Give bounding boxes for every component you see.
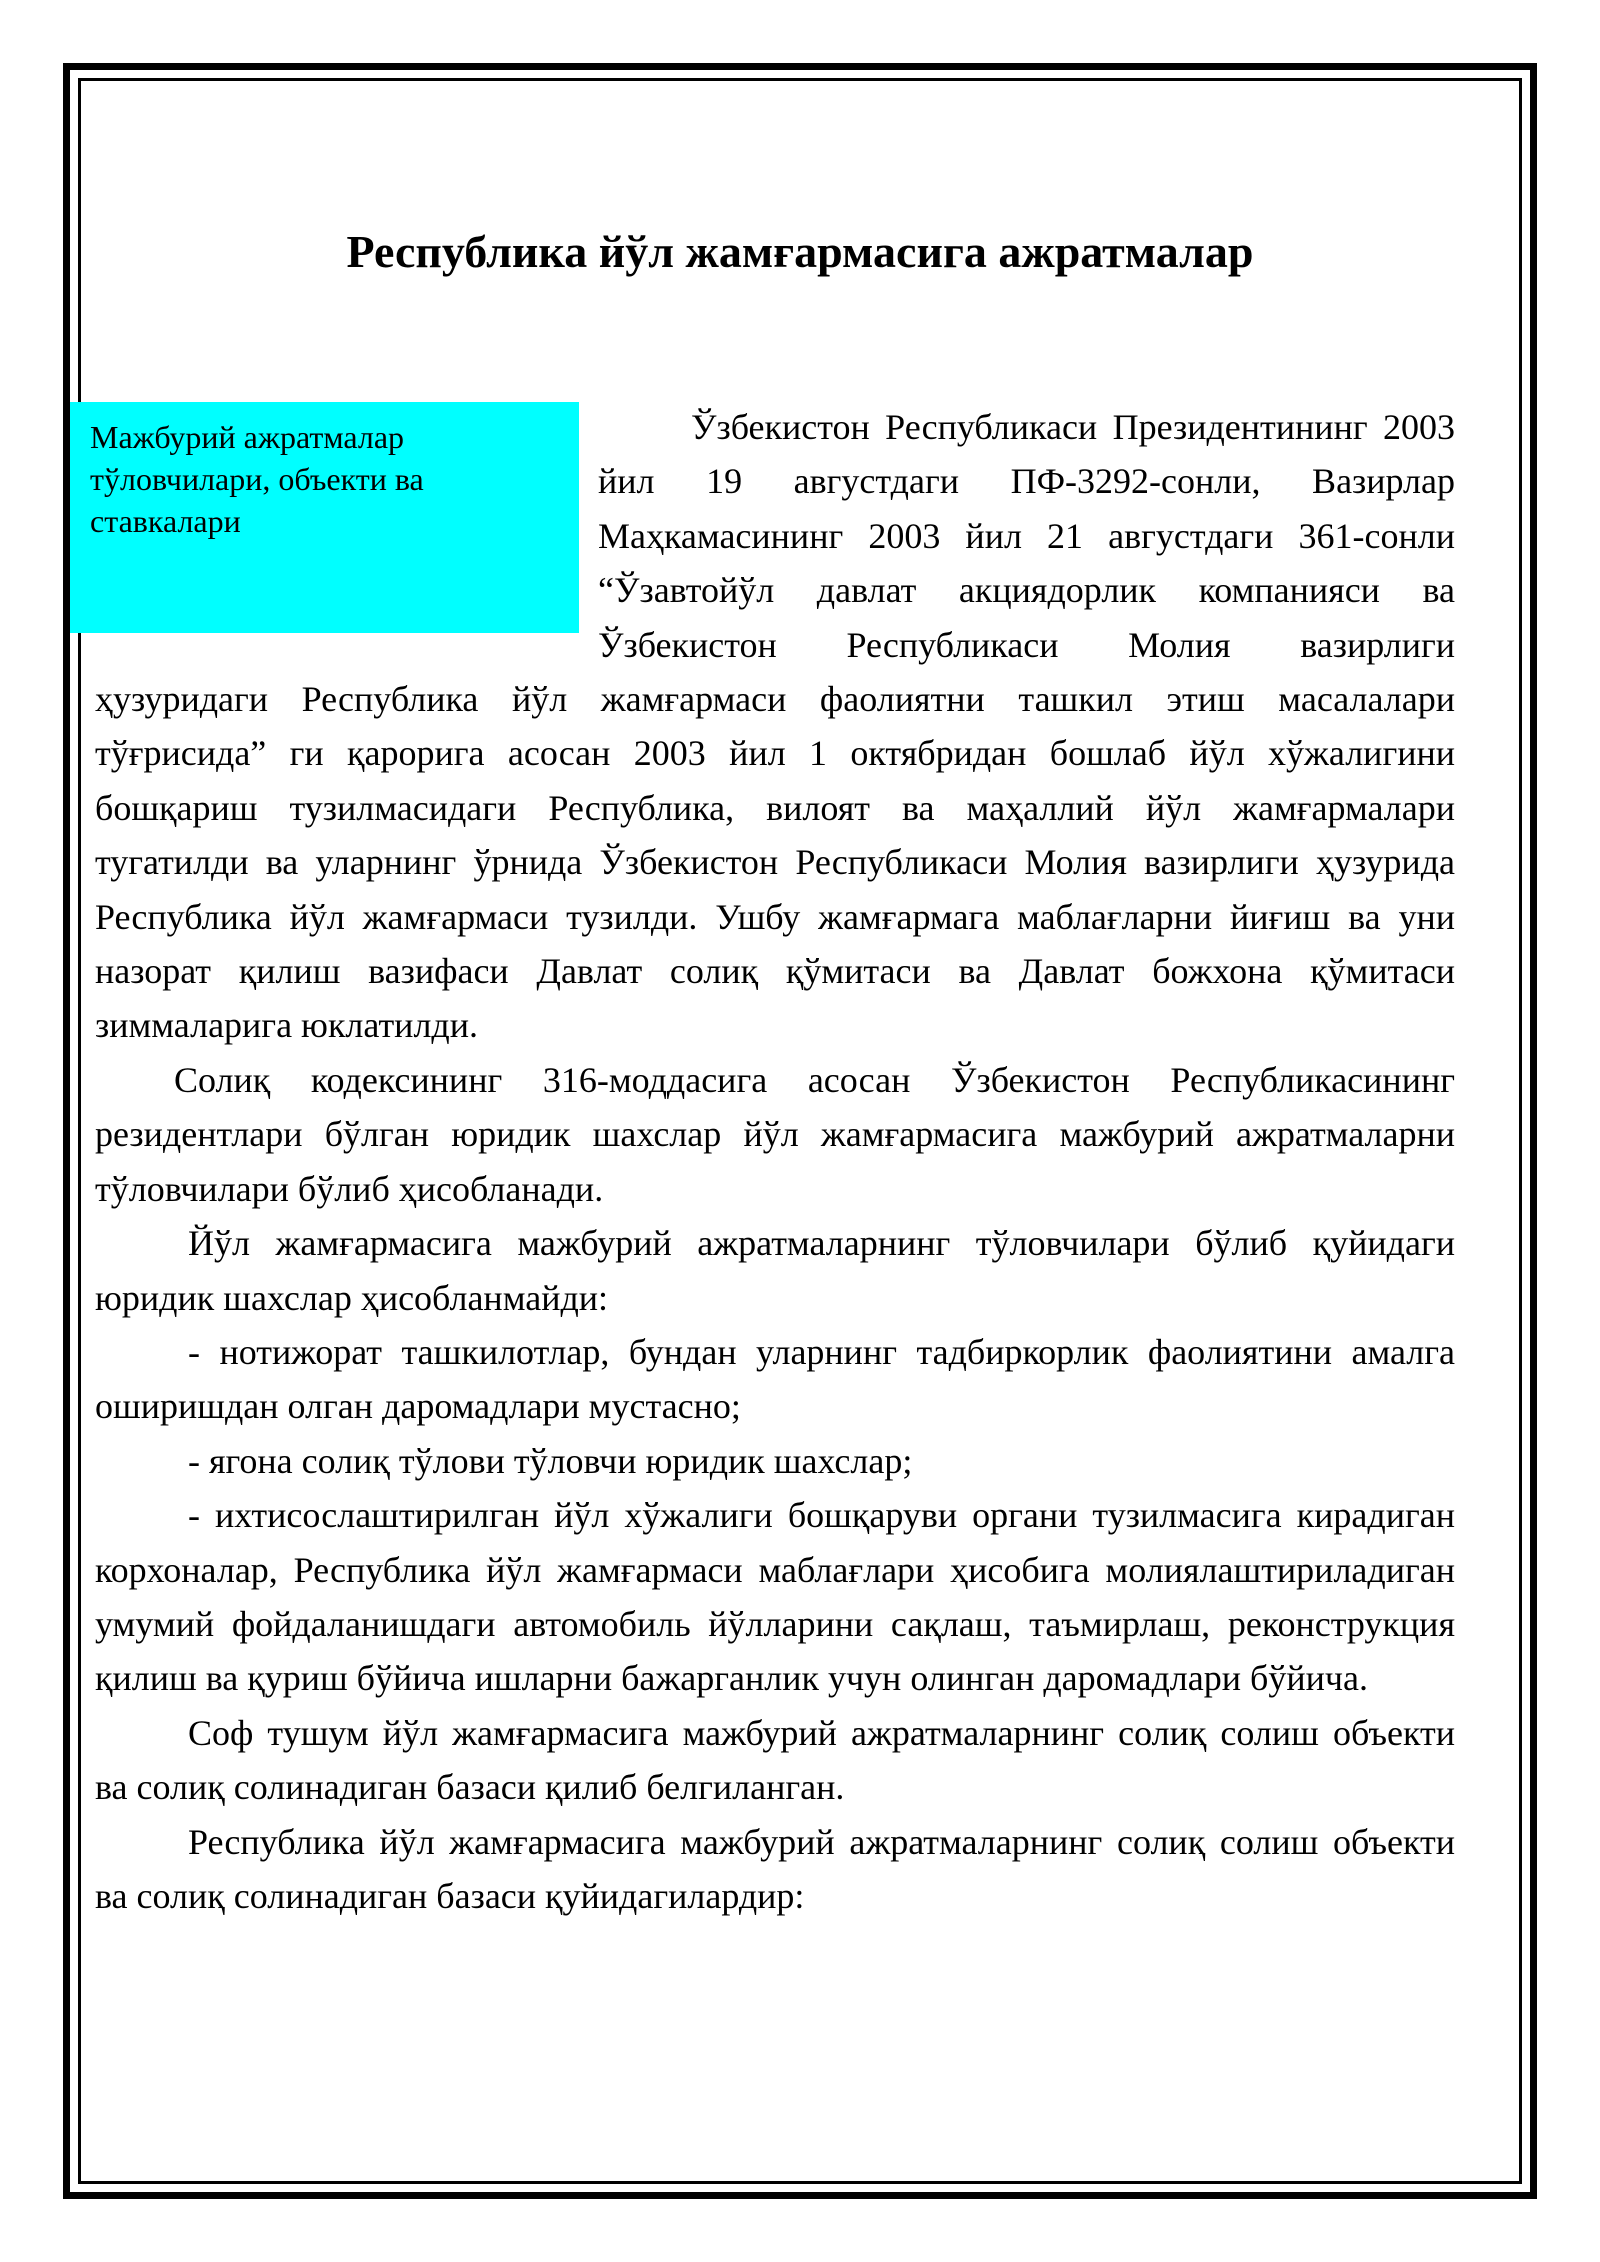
paragraph-exemptions: Йўл жамғармасига мажбурий ажратмаларнинг тўловчилари бўлиб қуйидаги юридик шахслар ҳисобланмайди:	[95, 1223, 1455, 1318]
list-item-road-enterprises: - ихтисослаштирилган йўл хўжалиги бошқаруви органи тузилмасига кирадиган корхоналар, Республика йўл жамғармаси маблағлари ҳисобига молиялаштириладиган умумий фойдаланишдаги автомобиль йўлларини сақлаш, таъмирлаш, реконструкция қилиш ва қуриш бўйича ишларни бажарганлик учун олинган даромадлари бўйича.	[95, 1495, 1455, 1699]
paragraph-intro: Ўзбекистон Республикаси Президентининг 2003 йил 19 августдаги ПФ-3292-сонли, Вазирлар Маҳкамасининг 2003 йил 21 августдаги 361-сонли “Ўзавтойўл давлат акциядорлик компанияси ва Ўзбекистон Республикаси Молия вазирлиги ҳузуридаги Республика йўл жамғармаси фаолиятни ташкил этиш масалалари тўғрисида” ги қарорига асосан 2003 йил 1 октябридан бошлаб йўл хўжалигини бошқариш тузилмасидаги Республика, вилоят ва маҳаллий йўл жамғармалари тугатилди ва уларнинг ўрнида Ўзбекистон Республикаси Молия вазирлиги ҳузурида Республика йўл жамғармаси тузилди. Ушбу жамғармага маблағларни йиғиш ва уни назорат қилиш вазифаси Давлат солиқ қўмитаси ва Давлат божхона қўмитаси зиммаларига юклатилди.	[95, 407, 1455, 1046]
list-item-single-tax: - ягона солиқ тўлови тўловчи юридик шахслар;	[188, 1440, 913, 1481]
paragraph-tax-base: Республика йўл жамғармасига мажбурий ажратмаларнинг солиқ солиш объекти ва солиқ солинадиган базаси қуйидагилардир:	[95, 1821, 1455, 1916]
document-title: Республика йўл жамғармасига ажратмалар	[346, 226, 1254, 277]
callout-box: Мажбурий ажратмалар тўловчилари, объекти ва ставкалари	[70, 402, 579, 633]
callout-spacer	[95, 400, 598, 672]
paragraph-tax-code: Солиқ кодексининг 316-моддасига асосан Ўзбекистон Республикасининг резидентлари бўлган юридик шахслар йўл жамғармасига мажбурий ажратмаларни тўловчилари бўлиб ҳисобланади.	[95, 1059, 1455, 1209]
paragraph-net-revenue: Соф тушум йўл жамғармасига мажбурий ажратмаларнинг солиқ солиш объекти ва солиқ солинадиган базаси қилиб белгиланган.	[95, 1712, 1455, 1808]
body-text	[95, 400, 1455, 1923]
list-item-nonprofit: - нотижорат ташкилотлар, бундан уларнинг тадбиркорлик фаолиятини амалга оширишдан олган даромадлари мустасно;	[95, 1331, 1455, 1427]
